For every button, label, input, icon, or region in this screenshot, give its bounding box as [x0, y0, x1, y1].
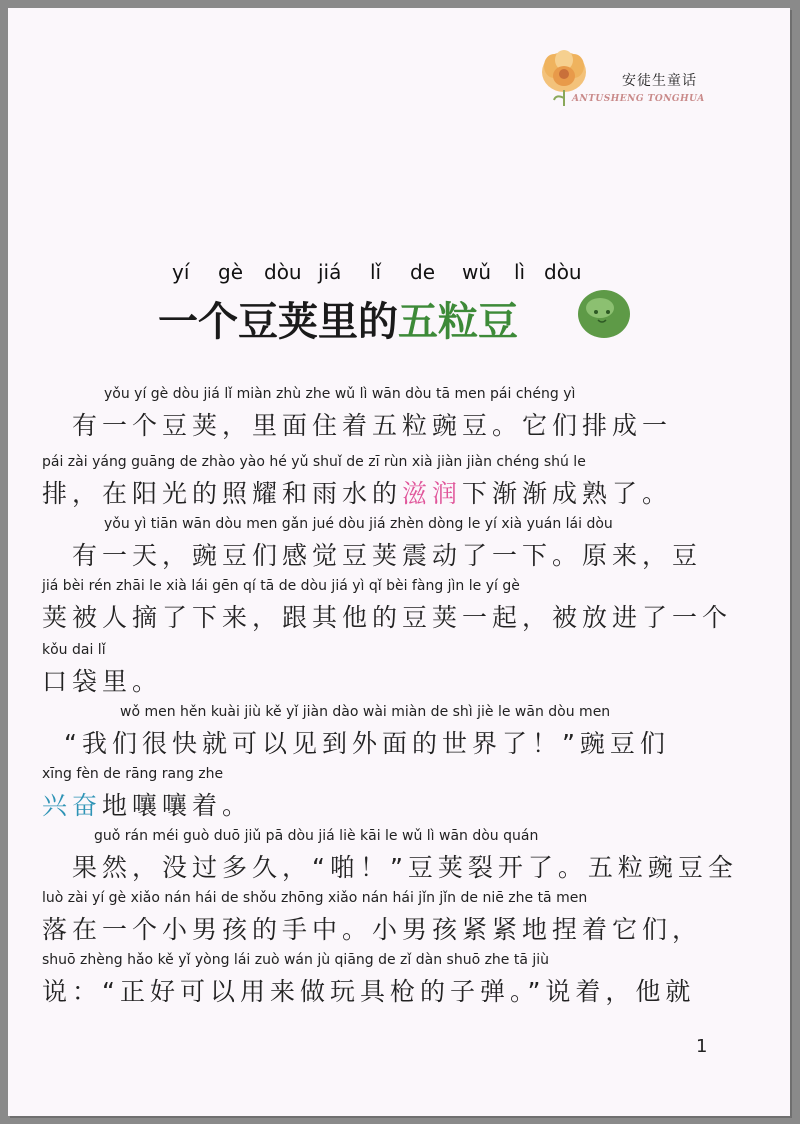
book-page — [8, 8, 790, 1116]
page-header — [536, 46, 716, 110]
line-text: “我们很快就可以见到外面的世界了！”豌豆们 — [64, 729, 670, 758]
line-text: 落在一个小男孩的手中。小男孩紧紧地捏着它们， — [42, 915, 703, 944]
text-segment: 下渐渐成熟了。 — [462, 479, 673, 508]
title-pinyin-syllable: lì — [514, 260, 526, 284]
story-title — [158, 260, 678, 345]
title-pinyin-syllable: dòu — [544, 260, 582, 284]
line-text: 果然，没过多久，“啪！”豆荚裂开了。五粒豌豆全 — [72, 853, 738, 882]
title-pinyin-syllable: dòu — [264, 260, 302, 284]
line-pinyin: shuō zhèng hǎo kě yǐ yòng lái zuò wán jù qiāng de zǐ dàn shuō zhe tā jiù — [42, 952, 550, 968]
line-pinyin: wǒ men hěn kuài jiù kě yǐ jiàn dào wài miàn de shì jiè le wān dòu men — [120, 704, 611, 720]
line-text: 荚被人摘了下来，跟其他的豆荚一起，被放进了一个 — [42, 603, 733, 632]
title-pinyin-syllable: yí — [172, 260, 190, 284]
text-segment: 地嚷嚷着。 — [102, 791, 253, 820]
pea-icon — [576, 288, 632, 340]
highlight-word: 兴奋 — [42, 791, 103, 820]
line-pinyin: yǒu yì tiān wān dòu men gǎn jué dòu jiá zhèn dòng le yí xià yuán lái dòu — [104, 516, 613, 532]
page-number: 1 — [696, 1036, 708, 1057]
title-pinyin-syllable: de — [410, 260, 435, 284]
line-text: 说：“正好可以用来做玩具枪的子弹。”说着，他就 — [42, 977, 696, 1006]
line-text: 有一个豆荚，里面住着五粒豌豆。它们排成一 — [72, 411, 673, 440]
title-pinyin-syllable: wǔ — [462, 260, 492, 284]
line-pinyin: luò zài yí gè xiǎo nán hái de shǒu zhōng xiǎo nán hái jǐn jǐn de niē zhe tā men — [42, 890, 588, 906]
line-text — [42, 474, 672, 510]
title-green: 五粒豆 — [398, 299, 518, 345]
title-pinyin-syllable: gè — [218, 260, 243, 284]
line-pinyin: guǒ rán méi guò duō jiǔ pā dòu jiá liè kāi le wǔ lì wān dòu quán — [94, 828, 539, 844]
title-text — [158, 290, 518, 347]
line-text — [42, 786, 252, 822]
line-pinyin: kǒu dai lǐ — [42, 642, 106, 658]
text-segment: 排，在阳光的照耀和雨水的 — [42, 479, 403, 508]
title-pinyin-syllable: jiá — [318, 260, 342, 284]
title-black: 一个豆荚里的 — [158, 299, 398, 345]
highlight-word: 滋润 — [402, 479, 463, 508]
line-pinyin: pái zài yáng guāng de zhào yào hé yǔ shuǐ de zī rùn xià jiàn jiàn chéng shú le — [42, 454, 586, 470]
line-text: 口袋里。 — [42, 667, 163, 696]
line-pinyin: jiá bèi rén zhāi le xià lái gēn qí tā de dòu jiá yì qǐ bèi fàng jìn le yí gè — [42, 578, 520, 594]
series-title: 安徒生童话 — [622, 73, 697, 89]
line-pinyin: yǒu yí gè dòu jiá lǐ miàn zhù zhe wǔ lì wān dòu tā men pái chéng yì — [104, 386, 576, 402]
line-pinyin: xīng fèn de rāng rang zhe — [42, 766, 224, 782]
line-text: 有一天，豌豆们感觉豆荚震动了一下。原来，豆 — [72, 541, 703, 570]
title-pinyin-syllable: lǐ — [370, 260, 382, 284]
series-subtitle: ANTUSHENG TONGHUA — [572, 94, 705, 104]
